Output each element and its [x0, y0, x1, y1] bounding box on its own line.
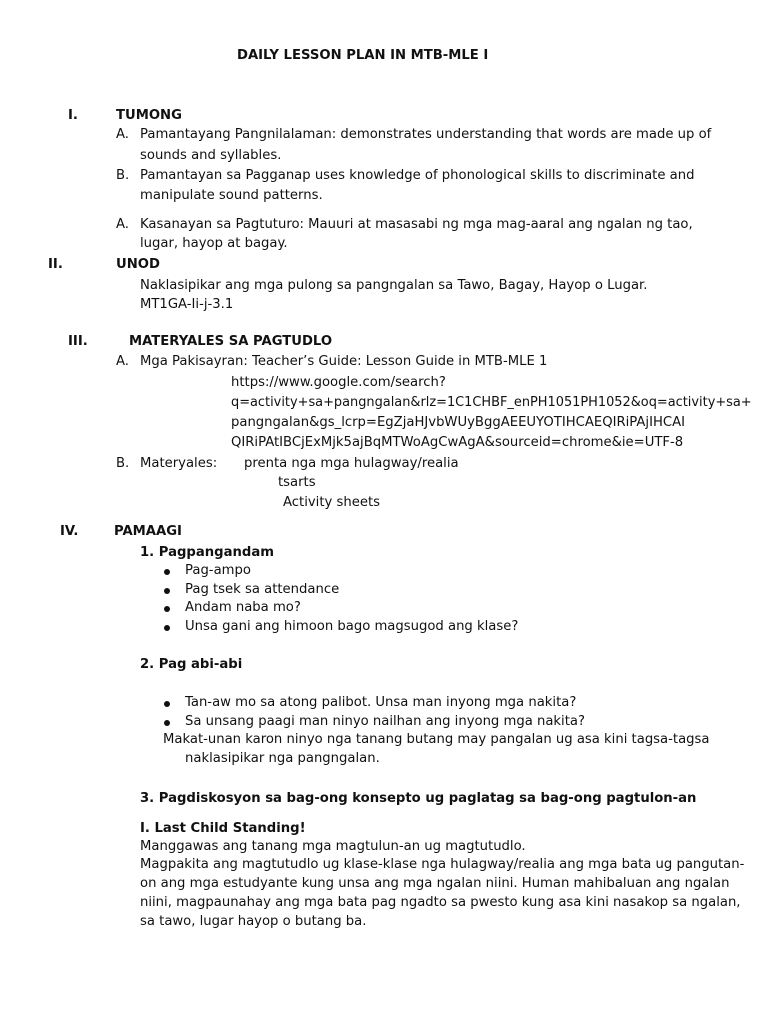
section-1-heading: TUMONG	[116, 108, 182, 123]
activity-line: Magpakita ang magtutudlo ug klase-klase nga hulagway/realia ang mga bata ug pangutan-	[140, 857, 745, 872]
s3-b-label: B.	[116, 456, 130, 471]
list-item: Pag-ampo	[185, 563, 251, 578]
p2-paragraph-line1: Makat-unan karon ninyo nga tanang butang may pangalan ug asa kini tagsa-tagsa	[163, 732, 710, 747]
material-3: Activity sheets	[283, 495, 381, 510]
list-item: Tan-aw mo sa atong palibot. Unsa man inyong mga nakita?	[185, 695, 577, 710]
section-2-number: II.	[48, 257, 63, 272]
s3-a-label: A.	[116, 354, 129, 369]
section-4-number: IV.	[60, 524, 79, 539]
s1-a-line2: sounds and syllables.	[140, 148, 282, 163]
s1-c-label: A.	[116, 217, 129, 232]
activity-heading: I. Last Child Standing!	[140, 821, 306, 836]
bullet-icon	[164, 588, 170, 594]
section-3-number: III.	[68, 334, 88, 349]
list-item: Unsa gani ang himoon bago magsugod ang klase?	[185, 619, 519, 634]
material-2: tsarts	[278, 475, 316, 490]
reference-url-line3: pangngalan&gs_lcrp=EgZjaHJvbWUyBggAEEUYOTIHCAEQIRiPAjIHCAI	[231, 415, 686, 430]
list-item: Pag tsek sa attendance	[185, 582, 340, 597]
p2-paragraph-line2: naklasipikar nga pangngalan.	[185, 751, 380, 766]
bullet-icon	[164, 625, 170, 631]
section-3-heading: MATERYALES SA PAGTUDLO	[129, 334, 333, 349]
reference-url-line2: q=activity+sa+pangngalan&rlz=1C1CHBF_enPH1051PH1052&oq=activity+sa+	[231, 395, 752, 410]
s1-b-line1: Pamantayan sa Pagganap uses knowledge of phonological skills to discriminate and	[140, 168, 695, 183]
bullet-icon	[164, 606, 170, 612]
list-item: Sa unsang paagi man ninyo nailhan ang inyong mga nakita?	[185, 714, 585, 729]
pagpangandam-heading: 1. Pagpangandam	[140, 545, 274, 560]
s3-a-text: Mga Pakisayran: Teacher’s Guide: Lesson Guide in MTB-MLE 1	[140, 354, 548, 369]
s2-line1: Naklasipikar ang mga pulong sa pangngalan sa Tawo, Bagay, Hayop o Lugar.	[140, 278, 648, 293]
s1-c-line1: Kasanayan sa Pagtuturo: Mauuri at masasabi ng mga mag-aaral ang ngalan ng tao,	[140, 217, 693, 232]
reference-url-line1: https://www.google.com/search?	[231, 375, 446, 390]
page-title: DAILY LESSON PLAN IN MTB-MLE I	[237, 48, 489, 63]
s1-a-line1: Pamantayang Pangnilalaman: demonstrates understanding that words are made up of	[140, 127, 712, 142]
bullet-icon	[164, 701, 170, 707]
activity-line: on ang mga estudyante kung unsa ang mga ngalan niini. Human mahibaluan ang ngalan	[140, 876, 730, 891]
activity-line: Manggawas ang tanang mga magtulun-an ug magtutudlo.	[140, 839, 526, 854]
section-2-heading: UNOD	[116, 257, 160, 272]
activity-line: sa tawo, lugar hayop o butang ba.	[140, 914, 367, 929]
s1-a-label: A.	[116, 127, 129, 142]
reference-url-line4: QIRiPAtIBCjExMjk5ajBqMTWoAgCwAgA&sourceid=chrome&ie=UTF-8	[231, 435, 684, 450]
s1-c-line2: lugar, hayop at bagay.	[140, 236, 288, 251]
bullet-icon	[164, 720, 170, 726]
activity-line: niini, magpaunahay ang mga bata pag ngadto sa pwesto kung asa kini nasakop sa ngalan,	[140, 895, 741, 910]
s3-b-text: Materyales:	[140, 456, 218, 471]
s2-line2: MT1GA-Ii-j-3.1	[140, 297, 234, 312]
section-4-heading: PAMAAGI	[114, 524, 182, 539]
pagdiskosyon-heading: 3. Pagdiskosyon sa bag-ong konsepto ug paglatag sa bag-ong pagtulon-an	[140, 791, 697, 806]
s1-b-label: B.	[116, 168, 130, 183]
material-1: prenta nga mga hulagway/realia	[244, 456, 459, 471]
section-1-number: I.	[68, 108, 78, 123]
bullet-icon	[164, 569, 170, 575]
s1-b-line2: manipulate sound patterns.	[140, 188, 323, 203]
list-item: Andam naba mo?	[185, 600, 301, 615]
pag-abi-abi-heading: 2. Pag abi-abi	[140, 657, 243, 672]
